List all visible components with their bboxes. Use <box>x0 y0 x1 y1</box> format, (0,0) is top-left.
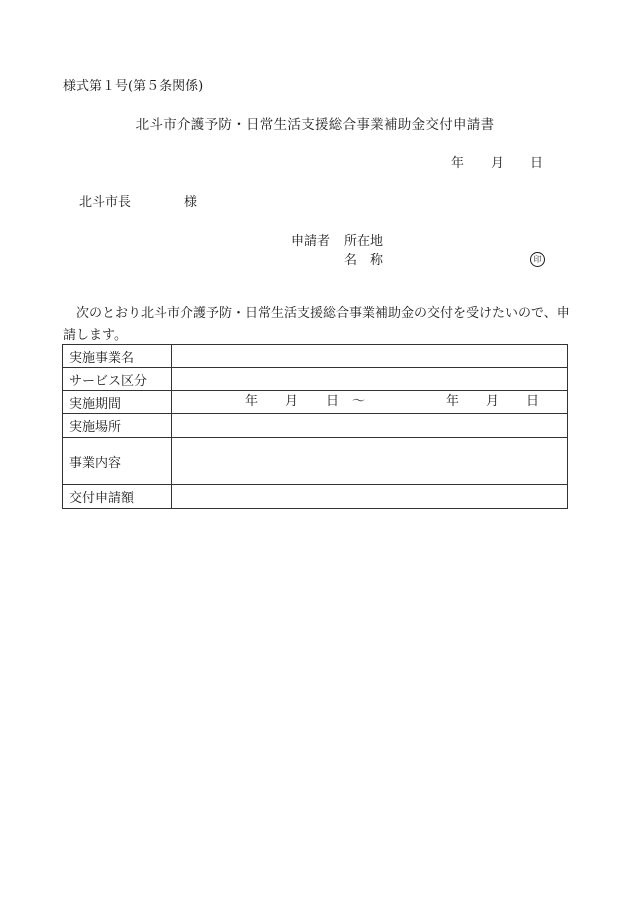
address-label: 所在地 <box>344 234 384 249</box>
row-label-content: 事業内容 <box>63 438 172 485</box>
name-label: 名称 <box>344 253 397 268</box>
addressee-honorific: 様 <box>184 195 198 210</box>
addressee-name: 北斗市長 <box>79 195 132 210</box>
location-field[interactable] <box>172 414 568 438</box>
table-row <box>63 485 568 509</box>
row-label-amount: 交付申請額 <box>63 485 172 509</box>
project-name-field[interactable] <box>172 345 568 368</box>
application-table <box>62 344 568 509</box>
row-label-project-name: 実施事業名 <box>63 345 172 368</box>
date-year-label: 年 <box>451 156 465 171</box>
period-start-year: 年 <box>245 394 259 409</box>
table-row <box>63 414 568 438</box>
row-label-location: 実施場所 <box>63 414 172 438</box>
period-end-month: 月 <box>486 394 500 409</box>
seal-mark: 印 <box>530 252 545 267</box>
date-day-label: 日 <box>530 156 544 171</box>
period-end-day: 日 <box>526 394 540 409</box>
period-start-day: 日 <box>326 394 340 409</box>
amount-field[interactable] <box>172 485 568 509</box>
request-text: 次のとおり北斗市介護予防・日常生活支援総合事業補助金の交付を受けたいので、申請します。 <box>63 306 570 343</box>
table-row <box>63 368 568 391</box>
row-label-service-category: サービス区分 <box>63 368 172 391</box>
content-field[interactable] <box>172 438 568 485</box>
applicant-label: 申請者 <box>291 234 331 249</box>
table-row <box>63 391 568 414</box>
period-dates <box>172 391 567 413</box>
period-start-month: 月 <box>285 394 299 409</box>
document-title: 北斗市介護予防・日常生活支援総合事業補助金交付申請書 <box>135 117 495 133</box>
table-row <box>63 345 568 368</box>
period-end-year: 年 <box>446 394 460 409</box>
row-label-period: 実施期間 <box>63 391 172 414</box>
period-field[interactable] <box>172 391 568 414</box>
date-month-label: 月 <box>491 156 505 171</box>
form-number: 様式第１号(第５条関係) <box>63 79 204 94</box>
table-row <box>63 438 568 485</box>
service-category-field[interactable] <box>172 368 568 391</box>
period-separator: ～ <box>352 394 366 409</box>
